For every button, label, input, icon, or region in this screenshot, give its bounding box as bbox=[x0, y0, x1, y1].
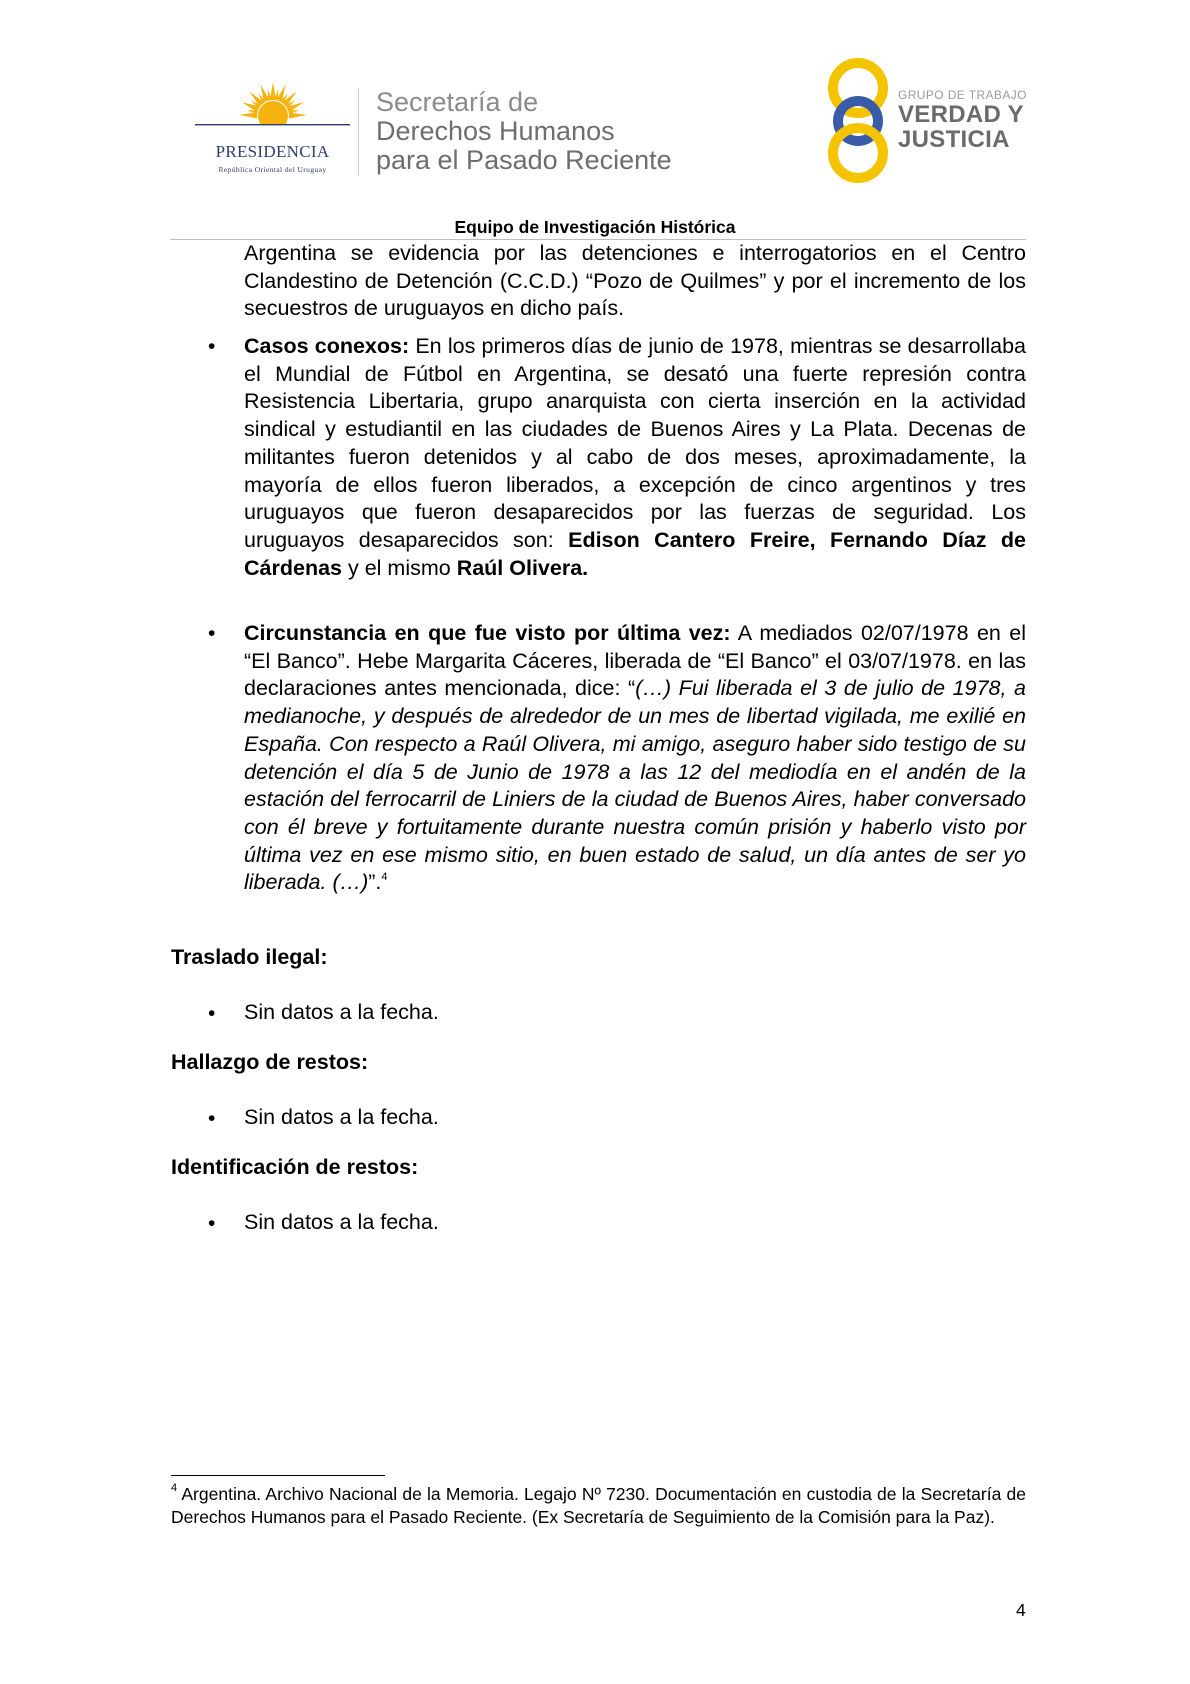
presidencia-logo bbox=[195, 80, 350, 180]
footnote-text: Argentina. Archivo Nacional de la Memoria. Legajo Nº 7230. Documentación en custodia de la Secretaría de Derechos Humanos para el Pasado Reciente. (Ex Secretaría de Seguimiento de la Comisión para la Paz). bbox=[171, 1484, 1026, 1527]
footnote-separator bbox=[171, 1475, 385, 1476]
continuation-paragraph: Argentina se evidencia por las detenciones e interrogatorios en el Centro Clandestino de Detención (C.C.D.) “Pozo de Quilmes” y por el incremento de los secuestros de uruguayos en dicho país. bbox=[244, 241, 1026, 321]
secretaria-title bbox=[376, 88, 672, 175]
casos-last-name: Raúl Olivera. bbox=[456, 555, 589, 580]
identificacion-heading: Identificación de restos: bbox=[171, 1155, 419, 1179]
secretaria-line2: Derechos Humanos bbox=[376, 116, 615, 146]
justicia-line: JUSTICIA bbox=[898, 126, 1010, 153]
secretaria-line3: para el Pasado Reciente bbox=[376, 145, 672, 175]
casos-label: Casos conexos: bbox=[244, 334, 410, 358]
quote-closing: ”. bbox=[368, 870, 382, 895]
hallazgo-item: Sin datos a la fecha. bbox=[244, 1105, 439, 1129]
footnote-ref: 4 bbox=[381, 871, 388, 884]
testimony-quote: (…) Fui liberada el 3 de julio de 1978, a medianoche, y después de alrededor de un mes de libertad vigilada, me exilié en España. Con respecto a Raúl Olivera, mi amigo, aseguro haber sido testigo de su detención el día 5 de Junio de 1978 a las 12 del mediodía en el andén de la estación del ferrocarril de Liniers de la ciudad de Buenos Aires, haber conversado con él breve y fortuitamente durante nuestra común prisión y haberlo visto por última vez en ese mismo sitio, en buen estado de salud, un día antes de ser yo liberada. (…) bbox=[244, 676, 1026, 895]
header-divider bbox=[358, 88, 359, 176]
secretaria-line1: Secretaría de bbox=[376, 87, 539, 117]
circunstancia-text: A mediados 02/07/1978 en el “El Banco”. Hebe Margarita Cáceres, liberada de “El Banco” el 03/07/1978. en las declaraciones antes mencionada, dice: “ bbox=[244, 621, 1027, 701]
identificacion-item: Sin datos a la fecha. bbox=[244, 1210, 439, 1234]
footnote-number: 4 bbox=[171, 1482, 178, 1494]
circunstancia-paragraph bbox=[244, 620, 1026, 897]
casos-text: En los primeros días de junio de 1978, mientras se desarrollaba el Mundial de Fútbol en Argentina, se desató una fuerte represión contra Resistencia Libertaria, grupo anarquista con cierta inserción en la actividad sindical y estudiantil en las ciudades de Buenos Aires y La Plata. Decenas de militantes fueron detenidos y al cabo de dos meses, aproximadamente, la mayoría de ellos fueron liberados, a excepción de cinco argentinos y tres uruguayos que fueron desaparecidos por las fuerzas de seguridad. Los uruguayos desaparecidos son: bbox=[244, 334, 1026, 552]
verdad-justicia-logo bbox=[822, 58, 1032, 183]
casos-connector: y el mismo bbox=[342, 555, 457, 580]
bullet-icon: • bbox=[208, 622, 216, 645]
hallazgo-heading: Hallazgo de restos: bbox=[171, 1050, 369, 1074]
casos-names: Edison Cantero Freire, Fernando Díaz de Cárdenas bbox=[244, 527, 1027, 580]
traslado-item: Sin datos a la fecha. bbox=[244, 1000, 439, 1024]
verdad-line: VERDAD Y bbox=[898, 101, 1024, 128]
bullet-icon: • bbox=[208, 1212, 216, 1235]
interlocked-rings-icon bbox=[822, 58, 894, 183]
traslado-heading: Traslado ilegal: bbox=[171, 945, 328, 969]
circunstancia-label: Circunstancia en que fue visto por última vez: bbox=[244, 621, 731, 645]
presidencia-name: PRESIDENCIA bbox=[215, 142, 330, 161]
bullet-icon: • bbox=[208, 335, 216, 358]
sun-emblem-icon bbox=[195, 80, 350, 140]
bullet-icon: • bbox=[208, 1107, 216, 1130]
casos-conexos-paragraph bbox=[244, 333, 1026, 582]
grupo-trabajo-label: GRUPO DE TRABAJO bbox=[898, 88, 1027, 102]
team-title: Equipo de Investigación Histórica bbox=[454, 217, 736, 237]
footnote bbox=[171, 1483, 1026, 1529]
bullet-icon: • bbox=[208, 1002, 216, 1025]
page-number: 4 bbox=[1016, 1600, 1026, 1620]
verdad-justicia-title bbox=[898, 102, 1024, 152]
presidencia-subtitle: República Oriental del Uruguay bbox=[218, 165, 327, 174]
